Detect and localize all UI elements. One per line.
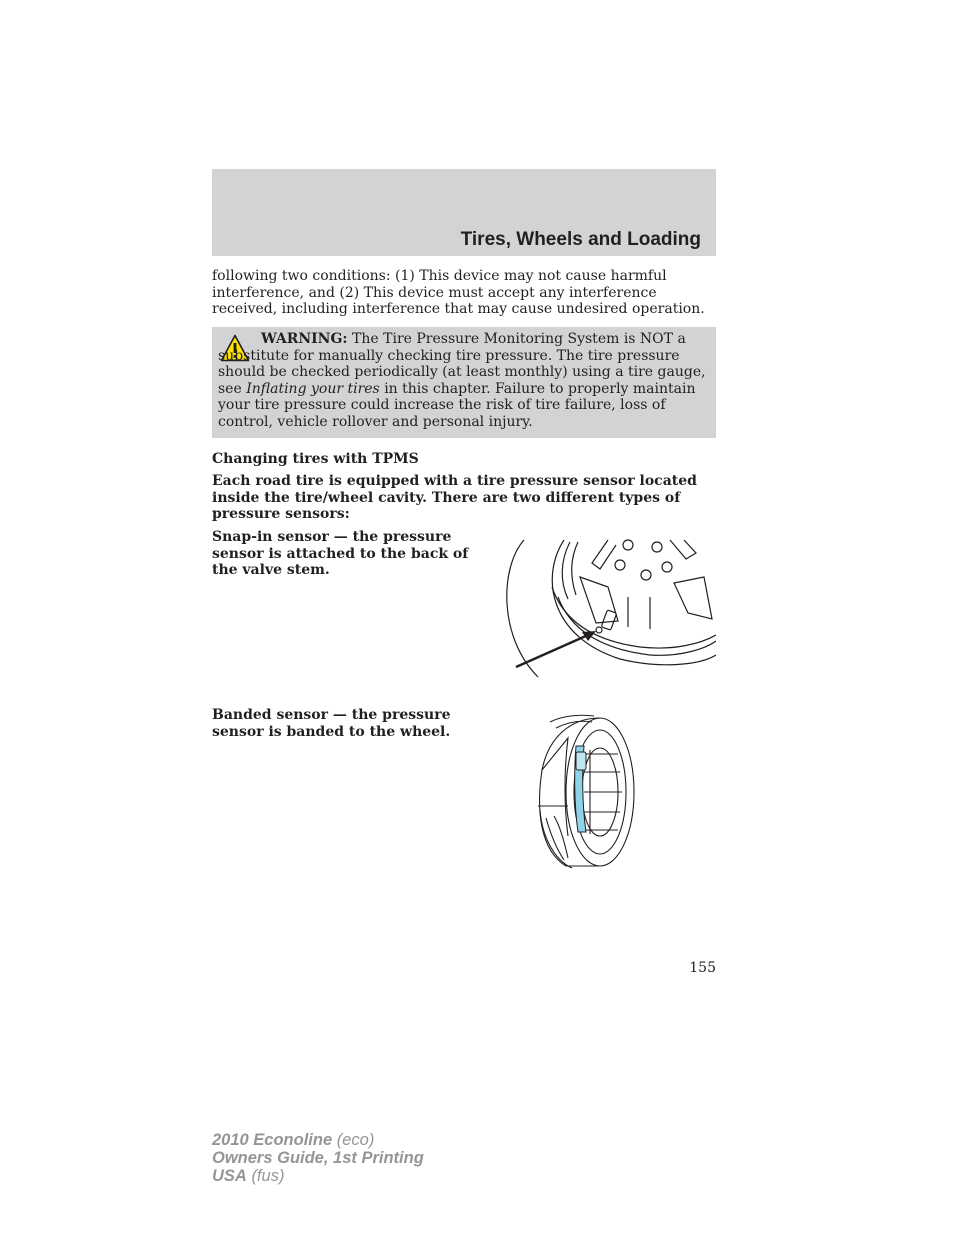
warning-cross-reference: Inflating your tires	[246, 380, 380, 397]
footer	[212, 1131, 424, 1185]
warning-body-end: in this chapter. Failure to properly maintain your tire pressure could increase the risk of tire failure, loss of control, vehicle rollover and personal injury.	[218, 380, 696, 430]
page-number: 155	[689, 960, 716, 976]
intro-paragraph: following two conditions: (1) This device may not cause harmful interference, and (2) This device must accept any interference received, including interference that may cause undesired operation.	[212, 268, 705, 318]
footer-region-line: USA (fus)	[212, 1167, 285, 1185]
subheading-changing-tires: Changing tires with TPMS	[212, 451, 419, 467]
warning-box	[212, 327, 716, 438]
section-title: Tires, Wheels and Loading	[460, 229, 701, 250]
section-header-band	[212, 169, 716, 256]
footer-guide-line: Owners Guide, 1st Printing	[212, 1149, 424, 1167]
sensor-intro-paragraph: Each road tire is equipped with a tire pressure sensor located inside the tire/wheel cavity. There are two different types of pressure sensors:	[212, 473, 697, 523]
snap-in-sensor-wheel-illustration	[500, 537, 716, 679]
banded-sensor-description: Banded sensor — the pressure sensor is banded to the wheel.	[212, 707, 451, 740]
banded-sensor-tire-illustration	[528, 710, 638, 870]
footer-model-line: 2010 Econoline (eco)	[212, 1131, 375, 1149]
warning-label: WARNING:	[261, 331, 348, 347]
warning-text	[218, 331, 710, 431]
warning-body-start: The Tire Pressure Monitoring System is NOT a substitute for manually checking tire pressure. The tire pressure should be checked periodically (at least monthly) using a tire gauge, see	[218, 331, 706, 397]
snap-in-sensor-description: Snap-in sensor — the pressure sensor is attached to the back of the valve stem.	[212, 529, 469, 579]
